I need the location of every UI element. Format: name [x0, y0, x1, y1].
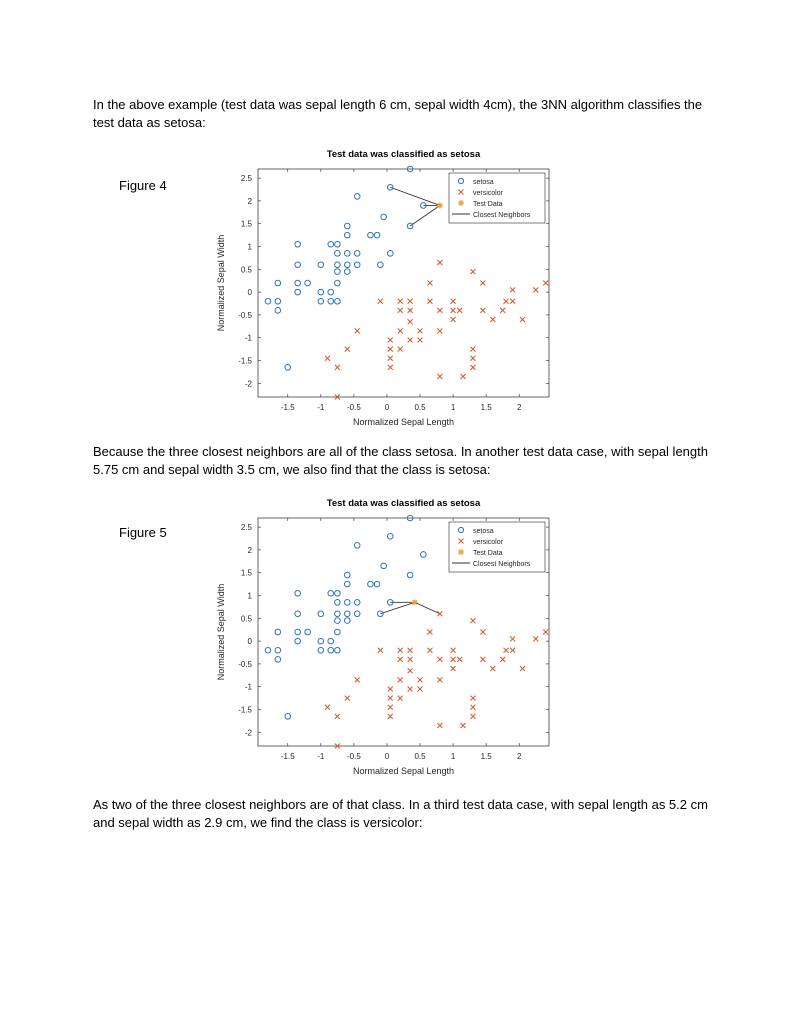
paragraph-3: As two of the three closest neighbors are of that class. In a third test data case, with sepal length as 5.2 cm and sepal width as 2.9 cm, we find the class is versicolor:	[93, 797, 708, 830]
x-tick-label: 1.5	[480, 752, 492, 761]
y-tick-label: -1.5	[238, 356, 252, 366]
legend-label: Test Data	[473, 549, 503, 557]
y-tick-label: 1	[247, 591, 252, 601]
paragraph-1: In the above example (test data was sepal length 6 cm, sepal width 4cm), the 3NN algorithm classifies the test data as setosa:	[93, 97, 703, 130]
y-tick-label: 2	[247, 196, 252, 206]
y-tick-label: -1.5	[238, 705, 252, 715]
y-tick-label: 0.5	[240, 265, 252, 275]
x-tick-label: 2	[517, 403, 522, 412]
x-tick-label: -1	[317, 403, 325, 412]
test-data-point	[437, 202, 443, 208]
y-tick-label: -1	[244, 682, 252, 692]
x-tick-label: 1	[450, 403, 456, 412]
x-tick-label: 2	[517, 752, 522, 761]
y-tick-label: 1	[247, 242, 252, 252]
y-tick-label: 2.5	[240, 523, 252, 533]
x-tick-label: 0	[384, 752, 390, 761]
figure-5-scatter-plot	[210, 492, 555, 782]
x-tick-label: -1.5	[280, 403, 295, 412]
chart-title: Test data was classified as setosa	[326, 498, 481, 509]
legend-test-data-icon	[458, 549, 464, 555]
y-axis-label: Normalized Sepal Width	[216, 234, 226, 332]
y-tick-label: -0.5	[238, 310, 252, 320]
x-tick-label: -1.5	[280, 752, 295, 761]
figure-4-label: Figure 4	[119, 178, 167, 193]
y-tick-label: -2	[244, 379, 252, 389]
y-tick-label: -0.5	[238, 659, 252, 669]
legend-label: versicolor	[473, 189, 503, 197]
figure-4-chart	[210, 143, 555, 433]
y-tick-label: 0	[247, 288, 252, 298]
legend-label: setosa	[473, 178, 494, 186]
y-tick-label: 0	[247, 637, 252, 647]
y-axis-label: Normalized Sepal Width	[216, 583, 226, 681]
y-tick-label: 1.5	[240, 568, 252, 578]
legend-label: Closest Neighbors	[473, 560, 531, 568]
y-tick-label: 1.5	[240, 219, 252, 229]
x-tick-label: 1.5	[480, 403, 492, 412]
legend-label: Test Data	[473, 200, 503, 208]
x-tick-label: -0.5	[346, 403, 361, 412]
x-tick-label: 0.5	[414, 752, 426, 761]
chart-title: Test data was classified as setosa	[326, 149, 481, 160]
x-axis-label: Normalized Sepal Length	[352, 766, 455, 776]
chart-legend	[449, 522, 545, 572]
y-tick-label: 0.5	[240, 614, 252, 624]
x-tick-label: 0	[384, 403, 390, 412]
legend-label: setosa	[473, 527, 494, 535]
y-tick-label: -2	[244, 728, 252, 738]
x-axis-label: Normalized Sepal Length	[352, 417, 455, 427]
x-tick-label: 1	[450, 752, 456, 761]
test-data-point	[412, 599, 418, 605]
x-tick-label: 0.5	[414, 403, 426, 412]
y-tick-label: 2	[247, 545, 252, 555]
figure-5-label: Figure 5	[119, 525, 167, 540]
paragraph-2: Because the three closest neighbors are all of the class setosa. In another test data case, with sepal length 5.75 cm and sepal width 3.5 cm, we also find that the class is setosa:	[93, 444, 708, 477]
legend-test-data-icon	[458, 200, 464, 206]
x-tick-label: -0.5	[346, 752, 361, 761]
y-tick-label: 2.5	[240, 174, 252, 184]
legend-label: Closest Neighbors	[473, 211, 531, 219]
chart-legend	[449, 173, 545, 223]
figure-4-scatter-plot	[210, 143, 555, 433]
figure-5-chart	[210, 492, 555, 782]
x-tick-label: -1	[317, 752, 325, 761]
legend-label: versicolor	[473, 538, 503, 546]
y-tick-label: -1	[244, 333, 252, 343]
